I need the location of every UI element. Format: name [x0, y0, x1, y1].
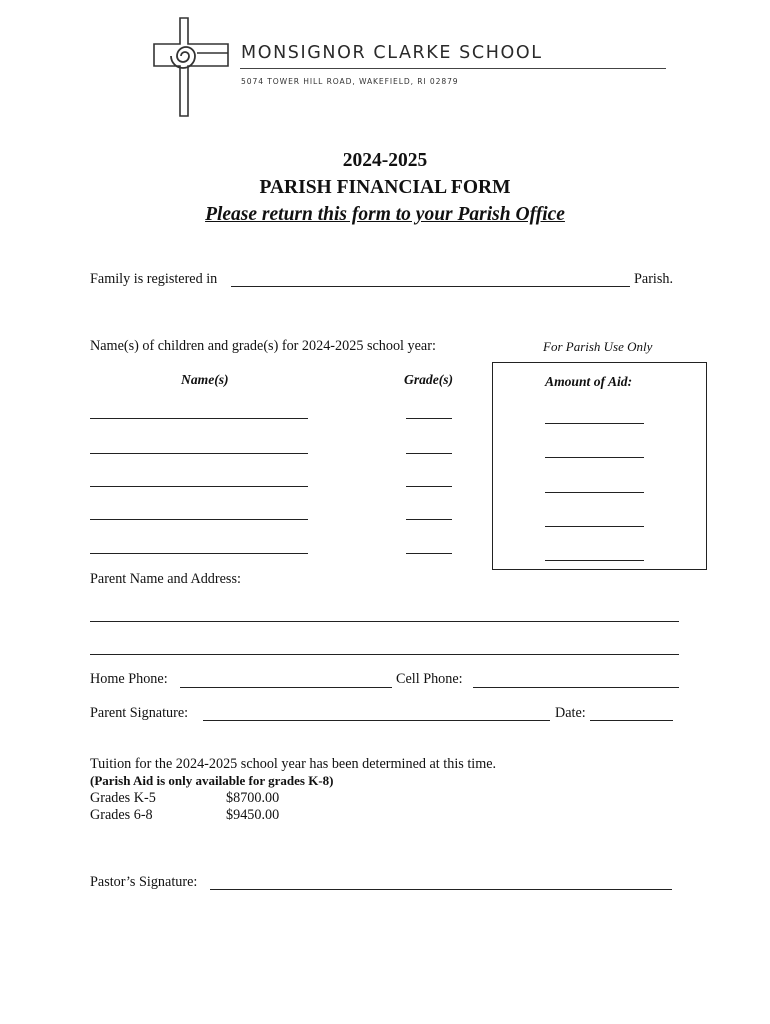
amount-of-aid-header: Amount of Aid:	[545, 374, 633, 389]
cell-phone-field[interactable]	[473, 687, 679, 688]
child-name-field[interactable]	[90, 519, 308, 520]
aid-amount-field[interactable]	[545, 457, 644, 458]
date-label: Date:	[555, 705, 586, 721]
tuition-amount: $8700.00	[226, 790, 280, 806]
cross-with-spiral-icon	[150, 16, 232, 118]
names-column-header: Name(s)	[181, 372, 229, 387]
parish-use-label: For Parish Use Only	[543, 339, 653, 354]
return-instruction	[0, 204, 770, 226]
parish-suffix-label: Parish.	[634, 271, 674, 287]
parent-address-line-2[interactable]	[90, 654, 679, 655]
child-grade-field[interactable]	[406, 453, 452, 454]
school-address: 5074 TOWER HILL ROAD, WAKEFIELD, RI 02879	[241, 77, 459, 86]
parent-signature-label: Parent Signature:	[90, 705, 189, 721]
return-instruction-text: Please return this form to your Parish Office	[205, 204, 565, 225]
parish-aid-note: (Parish Aid is only available for grades K-8)	[90, 773, 334, 788]
aid-amount-field[interactable]	[545, 492, 644, 493]
parent-address-line-1[interactable]	[90, 621, 679, 622]
grades-column-header: Grade(s)	[404, 372, 454, 387]
tuition-grade-label: Grades 6-8	[90, 807, 153, 823]
tuition-statement: Tuition for the 2024-2025 school year has been determined at this time.	[90, 756, 497, 772]
parish-name-field[interactable]	[231, 286, 630, 287]
child-name-field[interactable]	[90, 453, 308, 454]
tuition-amount: $9450.00	[226, 807, 280, 823]
date-field[interactable]	[590, 720, 673, 721]
school-name: MONSIGNOR CLARKE SCHOOL	[241, 43, 543, 63]
home-phone-label: Home Phone:	[90, 671, 168, 687]
home-phone-field[interactable]	[180, 687, 392, 688]
tuition-grade-label: Grades K-5	[90, 790, 156, 806]
parish-use-box	[492, 362, 707, 570]
form-year: 2024-2025	[342, 150, 428, 171]
pastor-signature-label: Pastor’s Signature:	[90, 874, 198, 890]
parent-name-address-label: Parent Name and Address:	[90, 571, 241, 587]
pastor-signature-field[interactable]	[210, 889, 672, 890]
cell-phone-label: Cell Phone:	[396, 671, 463, 687]
aid-amount-field[interactable]	[545, 560, 644, 561]
child-grade-field[interactable]	[406, 486, 452, 487]
family-registered-label: Family is registered in	[90, 271, 218, 287]
child-name-field[interactable]	[90, 553, 308, 554]
form-title: PARISH FINANCIAL FORM	[259, 177, 511, 198]
header-divider	[240, 68, 666, 69]
child-grade-field[interactable]	[406, 519, 452, 520]
child-name-field[interactable]	[90, 486, 308, 487]
parent-signature-field[interactable]	[203, 720, 550, 721]
aid-amount-field[interactable]	[545, 526, 644, 527]
child-grade-field[interactable]	[406, 553, 452, 554]
child-name-field[interactable]	[90, 418, 308, 419]
children-prompt: Name(s) of children and grade(s) for 2024-2025 school year:	[90, 338, 436, 354]
child-grade-field[interactable]	[406, 418, 452, 419]
aid-amount-field[interactable]	[545, 423, 644, 424]
